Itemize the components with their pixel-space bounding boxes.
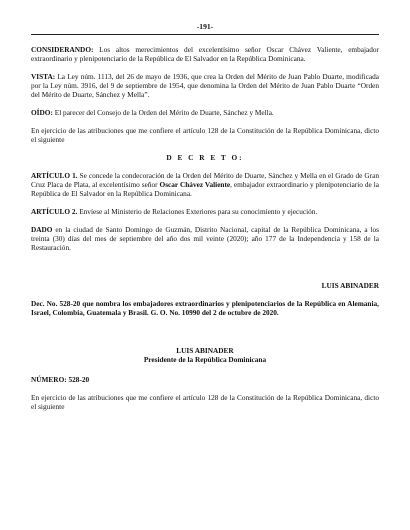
header-rule: [31, 34, 379, 35]
numero-label: NÚMERO: 528-20: [31, 375, 90, 384]
decree-title: Dec. No. 528-20 que nombra los embajadores extraordinarios y plenipotenciarios de la República en Alemania, Israel, Colombia, Guatemala y Brasil. G. O. No. 10990 del 2 de octubre de 2020.: [31, 299, 379, 317]
dado-paragraph: [31, 225, 379, 252]
considerando-paragraph: [31, 45, 379, 63]
honoree-name: Oscar Chávez Valiente: [159, 180, 231, 189]
page-number: -191-: [196, 22, 214, 31]
articulo-1-label: ARTÍCULO 1.: [31, 171, 78, 180]
articulo-1-text-b: , embajador extraordinario y plenipotenciario de la República de El Salvador en la República Dominicana.: [31, 180, 379, 198]
vista-paragraph: [31, 72, 379, 99]
articulo-1-text-a: Se concede la condecoración de la Orden del Mérito de Duarte, Sánchez y Mella en el Grado de Gran Cruz Placa de Plata, al excelentísimo señor: [31, 171, 379, 189]
vista-text: La Ley núm. 1113, del 26 de mayo de 1936, que crea la Orden del Mérito de Juan Pablo Duarte, modificada por la Ley núm. 3916, del 9 de septiembre de 1954, que denomina la Orden del Mérito de Juan Pablo Duarte “Orden del Mérito de Duarte, Sánchez y Mella”.: [31, 72, 379, 99]
president-title: Presidente de la República Dominicana: [143, 355, 267, 364]
signature-name: LUIS ABINADER: [321, 281, 379, 290]
atribuciones-paragraph-1: En ejercicio de las atribuciones que me confiere el artículo 128 de la Constitución de la República Dominicana, dicto el siguiente: [31, 126, 379, 144]
articulo-2-paragraph: [31, 207, 379, 216]
atribuciones-paragraph-2: En ejercicio de las atribuciones que me confiere el artículo 128 de la Constitución de la República Dominicana, dicto el siguiente: [31, 393, 379, 411]
dado-text: en la ciudad de Santo Domingo de Guzmán, Distrito Nacional, capital de la República Dominicana, a los treinta (30) días del mes de septiembre del año dos mil veinte (2020); año 177 de la Independencia y 158 de la Restauración.: [31, 225, 379, 252]
articulo-2-label: ARTÍCULO 2.: [31, 207, 78, 216]
considerando-text: Los altos merecimientos del excelentísimo señor Oscar Chávez Valiente, embajador extraordinario y plenipotenciario de la República de El Salvador en la República Dominicana.: [31, 45, 379, 63]
president-name: LUIS ABINADER: [176, 346, 234, 355]
oido-paragraph: [31, 108, 379, 117]
oido-label: OÍDO:: [31, 108, 53, 117]
vista-label: VISTA:: [31, 72, 56, 81]
dado-label: DADO: [31, 225, 53, 234]
considerando-label: CONSIDERANDO:: [31, 45, 94, 54]
decreto-heading: D E C R E T O:: [166, 153, 244, 162]
oido-text: El parecer del Consejo de la Orden del Mérito de Duarte, Sánchez y Mella.: [52, 108, 274, 117]
articulo-1-paragraph: [31, 171, 379, 198]
articulo-2-text: Envíese al Ministerio de Relaciones Exteriores para su conocimiento y ejecución.: [77, 207, 318, 216]
